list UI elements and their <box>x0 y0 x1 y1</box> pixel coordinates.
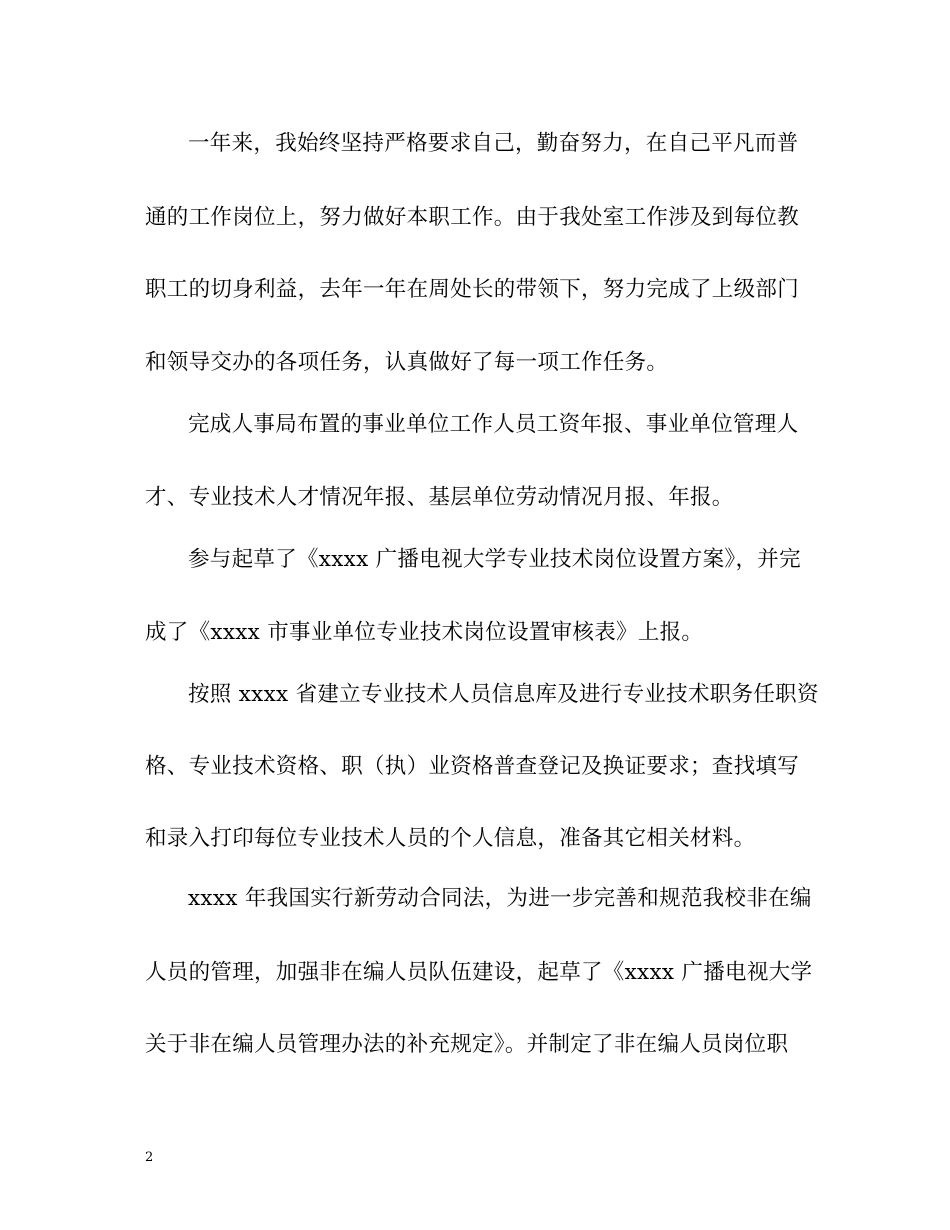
text-line: 和录入打印每位专业技术人员的个人信息，准备其它相关材料。 <box>145 826 756 851</box>
text-line: 职工的切身利益，去年一年在周处长的带领下，努力完成了上级部门 <box>145 277 800 302</box>
text-line: 参与起草了《xxxx 广播电视大学专业技术岗位设置方案》，并完 <box>188 547 801 572</box>
text-line: 人员的管理，加强非在编人员队伍建设，起草了《xxxx 广播电视大学 <box>145 960 813 985</box>
text-line: 按照 xxxx 省建立专业技术人员信息库及进行专业技术职务任职资 <box>188 682 819 707</box>
text-line: 才、专业技术人才情况年报、基层单位劳动情况月报、年报。 <box>145 485 734 510</box>
text-line: 格、专业技术资格、职（执）业资格普查登记及换证要求；查找填写 <box>145 754 800 779</box>
text-line: xxxx 年我国实行新劳动合同法，为进一步完善和规范我校非在编 <box>188 886 812 911</box>
text-line: 和领导交办的各项任务，认真做好了每一项工作任务。 <box>145 350 669 375</box>
text-line: 通的工作岗位上，努力做好本职工作。由于我处室工作涉及到每位教 <box>145 205 800 230</box>
text-line: 一年来，我始终坚持严格要求自己，勤奋努力，在自己平凡而普 <box>188 131 799 156</box>
page-number: 2 <box>145 1150 154 1165</box>
text-line: 完成人事局布置的事业单位工作人员工资年报、事业单位管理人 <box>188 412 799 437</box>
text-line: 成了《xxxx 市事业单位专业技术岗位设置审核表》上报。 <box>145 620 704 645</box>
text-line: 关于非在编人员管理办法的补充规定》。并制定了非在编人员岗位职 <box>145 1032 789 1057</box>
